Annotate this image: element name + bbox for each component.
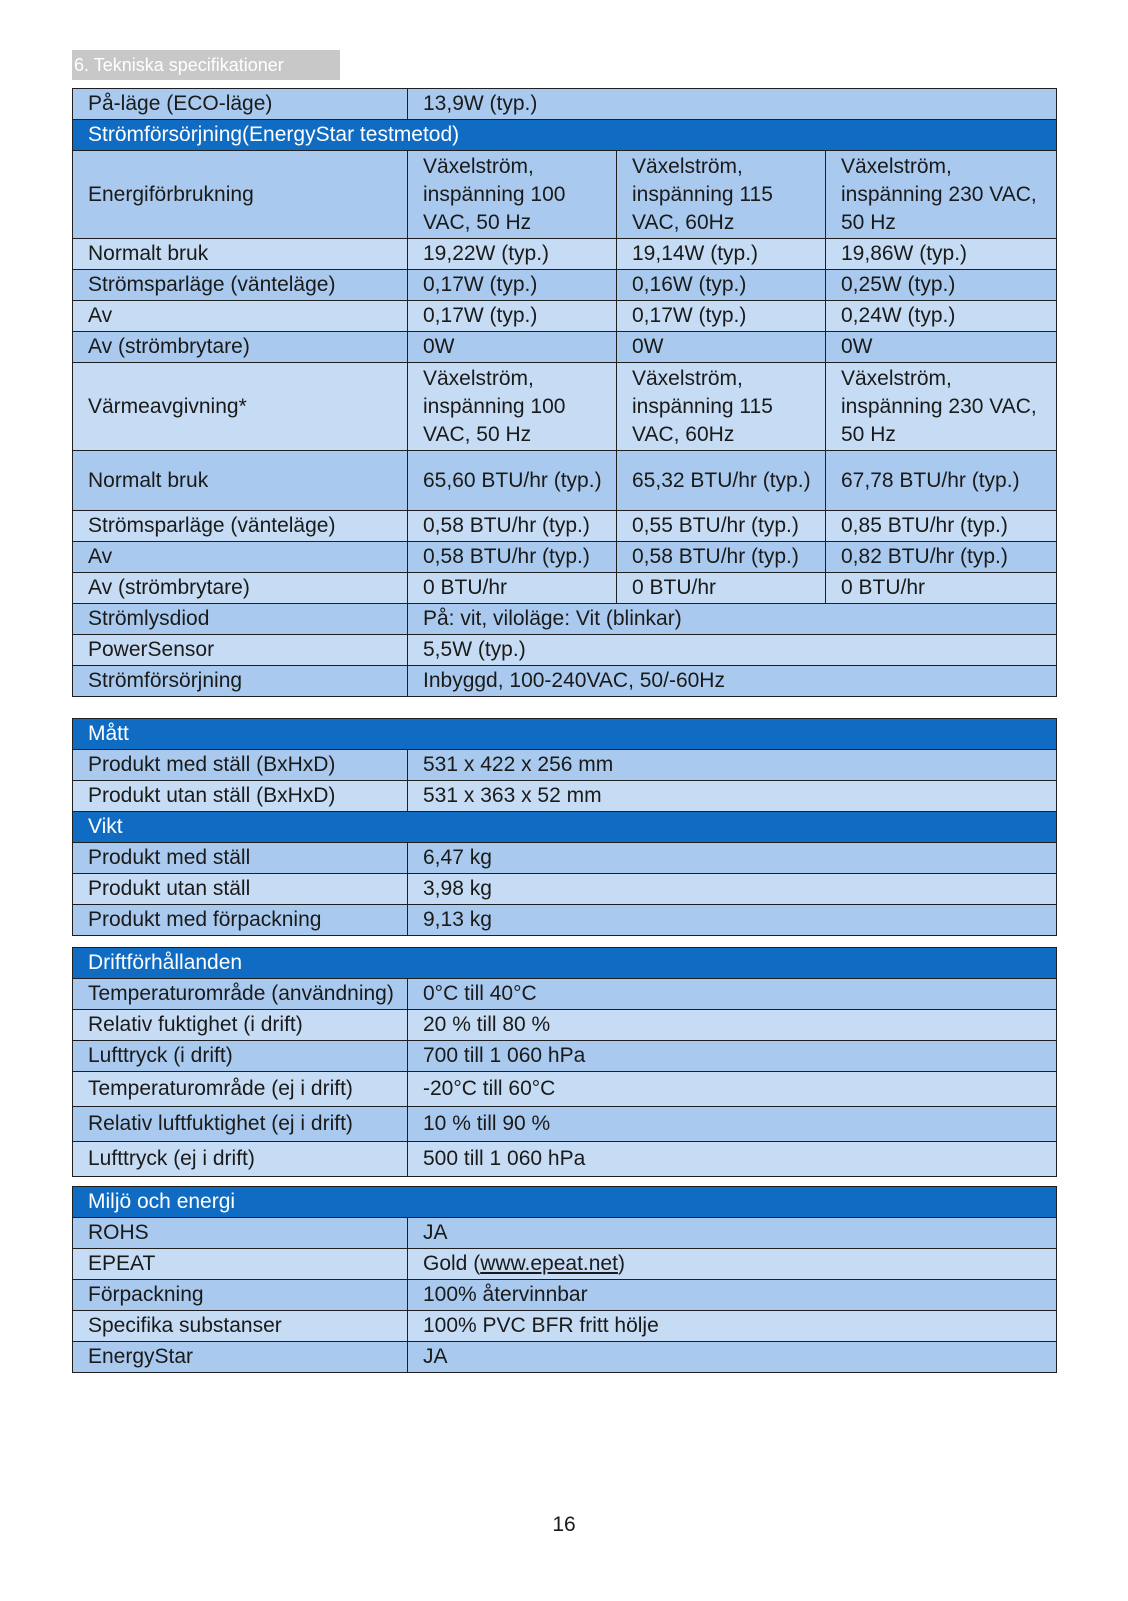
spec-value: 6,47 kg — [408, 843, 1057, 874]
spec-label: Värmeavgivning* — [73, 363, 408, 451]
column-header: Växelström, inspänning 115 VAC, 60Hz — [617, 151, 826, 239]
spec-label: Temperaturområde (användning) — [73, 979, 408, 1010]
spec-label: Av — [73, 301, 408, 332]
spec-value: 19,22W (typ.) — [408, 239, 617, 270]
table-row — [73, 301, 1057, 332]
spec-label: Av — [73, 542, 408, 573]
table-row — [73, 270, 1057, 301]
spec-value: 0,58 BTU/hr (typ.) — [408, 542, 617, 573]
spec-label: På-läge (ECO-läge) — [73, 89, 408, 120]
spec-label: Relativ fuktighet (i drift) — [73, 1010, 408, 1041]
spec-label: Av (strömbrytare) — [73, 332, 408, 363]
table-row — [73, 781, 1057, 812]
spec-value: 3,98 kg — [408, 874, 1057, 905]
table-row — [73, 874, 1057, 905]
table-row — [73, 332, 1057, 363]
table-row — [73, 1342, 1057, 1373]
spec-label: Produkt med ställ (BxHxD) — [73, 750, 408, 781]
table-row — [73, 151, 1057, 239]
spec-value: 100% PVC BFR fritt hölje — [408, 1311, 1057, 1342]
spec-label: Normalt bruk — [73, 451, 408, 511]
spec-value: 13,9W (typ.) — [408, 89, 1057, 120]
spec-label: Strömlysdiod — [73, 604, 408, 635]
power-spec-table — [72, 88, 1057, 697]
table-row — [73, 1218, 1057, 1249]
section-heading-row — [73, 948, 1057, 979]
spec-value: 9,13 kg — [408, 905, 1057, 936]
spec-label: EnergyStar — [73, 1342, 408, 1373]
spec-label: Produkt utan ställ (BxHxD) — [73, 781, 408, 812]
spec-value: 0,17W (typ.) — [408, 301, 617, 332]
spec-value — [408, 1249, 1057, 1280]
spec-value: 0W — [617, 332, 826, 363]
spec-value: Inbyggd, 100-240VAC, 50/-60Hz — [408, 666, 1057, 697]
spec-value: 65,60 BTU/hr (typ.) — [408, 451, 617, 511]
epeat-link[interactable]: www.epeat.net — [480, 1252, 618, 1275]
table-row — [73, 905, 1057, 936]
spec-label: Produkt med ställ — [73, 843, 408, 874]
spec-value: 0,85 BTU/hr (typ.) — [826, 511, 1057, 542]
column-header: Växelström, inspänning 115 VAC, 60Hz — [617, 363, 826, 451]
table-row — [73, 1280, 1057, 1311]
table-row — [73, 750, 1057, 781]
spec-value: 5,5W (typ.) — [408, 635, 1057, 666]
table-row — [73, 1107, 1057, 1142]
spec-value: 0,16W (typ.) — [617, 270, 826, 301]
spec-value: 0°C till 40°C — [408, 979, 1057, 1010]
spec-label: Strömsparläge (vänteläge) — [73, 270, 408, 301]
spec-label: EPEAT — [73, 1249, 408, 1280]
spec-label: Produkt med förpackning — [73, 905, 408, 936]
spec-label: PowerSensor — [73, 635, 408, 666]
section-tag: 6. Tekniska specifikationer — [72, 50, 340, 80]
section-heading-row — [73, 812, 1057, 843]
table-row — [73, 1010, 1057, 1041]
table-row — [73, 1142, 1057, 1177]
dimensions-weight-table — [72, 718, 1057, 936]
spec-label: Temperaturområde (ej i drift) — [73, 1072, 408, 1107]
section-heading: Mått — [73, 719, 1057, 750]
spec-value: 0,17W (typ.) — [408, 270, 617, 301]
section-heading-row — [73, 719, 1057, 750]
spec-label: Strömsparläge (vänteläge) — [73, 511, 408, 542]
spec-value: 0 BTU/hr — [408, 573, 617, 604]
table-row — [73, 604, 1057, 635]
spec-value: -20°C till 60°C — [408, 1072, 1057, 1107]
spec-label: Förpackning — [73, 1280, 408, 1311]
table-row — [73, 573, 1057, 604]
table-row — [73, 979, 1057, 1010]
section-heading-row — [73, 120, 1057, 151]
spec-value: JA — [408, 1218, 1057, 1249]
table-row — [73, 451, 1057, 511]
environment-energy-table — [72, 1186, 1057, 1373]
spec-value: 100% återvinnbar — [408, 1280, 1057, 1311]
spec-value: 0,25W (typ.) — [826, 270, 1057, 301]
column-header: Växelström, inspänning 100 VAC, 50 Hz — [408, 363, 617, 451]
section-heading-row — [73, 1187, 1057, 1218]
spec-value: 531 x 422 x 256 mm — [408, 750, 1057, 781]
table-row — [73, 363, 1057, 451]
spec-value: 19,14W (typ.) — [617, 239, 826, 270]
table-row — [73, 1311, 1057, 1342]
spec-value: 0 BTU/hr — [617, 573, 826, 604]
spec-value: 0,55 BTU/hr (typ.) — [617, 511, 826, 542]
spec-label: Produkt utan ställ — [73, 874, 408, 905]
column-header: Växelström, inspänning 100 VAC, 50 Hz — [408, 151, 617, 239]
spec-value: 531 x 363 x 52 mm — [408, 781, 1057, 812]
section-heading: Vikt — [73, 812, 1057, 843]
section-heading: Miljö och energi — [73, 1187, 1057, 1218]
column-header: Växelström, inspänning 230 VAC, 50 Hz — [826, 363, 1057, 451]
spec-label: Av (strömbrytare) — [73, 573, 408, 604]
spec-value: 20 % till 80 % — [408, 1010, 1057, 1041]
spec-label: ROHS — [73, 1218, 408, 1249]
table-row — [73, 1072, 1057, 1107]
spec-value: På: vit, viloläge: Vit (blinkar) — [408, 604, 1057, 635]
operating-conditions-table — [72, 947, 1057, 1177]
table-row — [73, 239, 1057, 270]
spec-value: 19,86W (typ.) — [826, 239, 1057, 270]
spec-label: Normalt bruk — [73, 239, 408, 270]
spec-value: 0,82 BTU/hr (typ.) — [826, 542, 1057, 573]
spec-value: 0W — [826, 332, 1057, 363]
spec-value: 700 till 1 060 hPa — [408, 1041, 1057, 1072]
spec-label: Specifika substanser — [73, 1311, 408, 1342]
page-number: 16 — [552, 1513, 576, 1536]
section-heading: Strömförsörjning(EnergyStar testmetod) — [73, 120, 1057, 151]
spec-value: 0W — [408, 332, 617, 363]
section-heading: Driftförhållanden — [73, 948, 1057, 979]
spec-label: Lufttryck (ej i drift) — [73, 1142, 408, 1177]
column-header: Växelström, inspänning 230 VAC, 50 Hz — [826, 151, 1057, 239]
table-row — [73, 511, 1057, 542]
spec-value: 0,58 BTU/hr (typ.) — [408, 511, 617, 542]
table-row — [73, 542, 1057, 573]
spec-value: 0,58 BTU/hr (typ.) — [617, 542, 826, 573]
epeat-suffix: ) — [617, 1252, 625, 1275]
spec-value: 10 % till 90 % — [408, 1107, 1057, 1142]
spec-label: Strömförsörjning — [73, 666, 408, 697]
spec-value: 65,32 BTU/hr (typ.) — [617, 451, 826, 511]
spec-value: 0 BTU/hr — [826, 573, 1057, 604]
table-row — [73, 1249, 1057, 1280]
table-row — [73, 635, 1057, 666]
spec-value: 500 till 1 060 hPa — [408, 1142, 1057, 1177]
spec-value: 0,17W (typ.) — [617, 301, 826, 332]
spec-label: Energiförbrukning — [73, 151, 408, 239]
table-row — [73, 843, 1057, 874]
epeat-prefix: Gold ( — [423, 1252, 481, 1275]
table-row — [73, 89, 1057, 120]
table-row — [73, 666, 1057, 697]
spec-value: JA — [408, 1342, 1057, 1373]
spec-label: Lufttryck (i drift) — [73, 1041, 408, 1072]
spec-label: Relativ luftfuktighet (ej i drift) — [73, 1107, 408, 1142]
table-row — [73, 1041, 1057, 1072]
spec-value: 67,78 BTU/hr (typ.) — [826, 451, 1057, 511]
spec-value: 0,24W (typ.) — [826, 301, 1057, 332]
